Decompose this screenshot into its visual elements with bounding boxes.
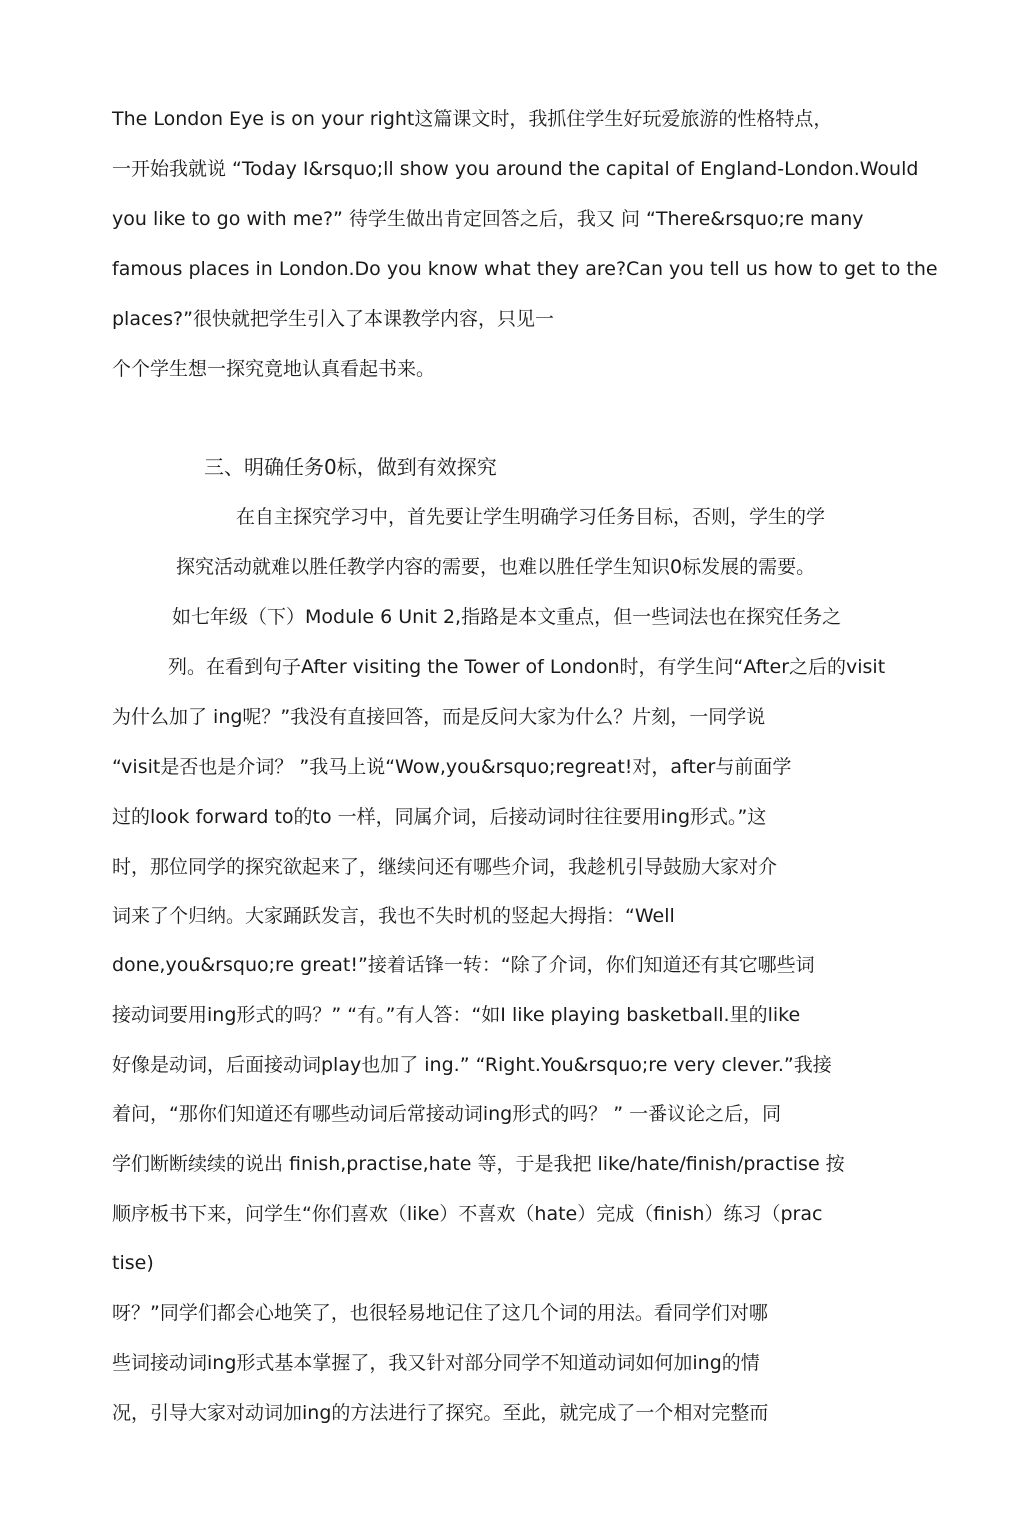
text-line-9: 探究活动就难以胜任教学内容的需要，也难以胜任学生知识0标发展的需要。 [176,556,816,578]
text-line-13: “visit是否也是介词？ ”我马上说“Wow,you&rsquo;regreat!对，after与前面学 [112,756,792,778]
text-line-2: 一开始我就说 “Today I&rsquo;ll show you around the capital of England-London.Would [112,158,919,180]
section-heading: 三、明确任务0标，做到有效探究 [204,455,497,479]
text-line-17: done,you&rsquo;re great!”接着话锋一转：“除了介词，你们知道还有其它哪些词 [112,954,815,976]
text-line-19: 好像是动词，后面接动词play也加了 ing.” “Right.You&rsquo;re very clever.”我接 [112,1054,832,1076]
text-line-12: 为什么加了 ing呢？”我没有直接回答，而是反问大家为什么？片刻，一同学说 [112,706,766,728]
text-line-11: 列。在看到句子After visiting the Tower of London时，有学生问“After之后的visit [168,656,886,678]
text-line-6: 个个学生想一探究竟地认真看起书来。 [112,358,436,380]
text-line-15: 时，那位同学的探究欲起来了，继续问还有哪些介词，我趁机引导鼓励大家对介 [112,856,778,878]
text-line-5: places?”很快就把学生引入了本课教学内容，只见一 [112,308,554,330]
text-line-22: 顺序板书下来，问学生“你们喜欢（like）不喜欢（hate）完成（finish）练习（prac [112,1203,823,1225]
text-line-18: 接动词要用ing形式的吗？” “有。”有人答：“如I like playing basketball.里的like [112,1004,801,1026]
text-line-23: tise) [112,1252,154,1274]
text-line-16: 词来了个归纳。大家踊跃发言，我也不失时机的竖起大拇指：“Well [112,905,675,927]
text-line-21: 学们断断续续的说出 finish,practise,hate 等，于是我把 like/hate/finish/practise 按 [112,1153,845,1175]
text-line-10: 如七年级（下）Module 6 Unit 2,指路是本文重点，但一些词法也在探究任务之 [172,606,842,628]
text-line-3: you like to go with me?” 待学生做出肯定回答之后，我又 问 “There&rsquo;re many [112,208,864,230]
text-line-4: famous places in London.Do you know what they are?Can you tell us how to get to the [112,258,938,280]
text-line-24: 呀？”同学们都会心地笑了，也很轻易地记住了这几个词的用法。看同学们对哪 [112,1302,768,1324]
text-line-14: 过的look forward to的to 一样，同属介词，后接动词时往往要用ing形式。”这 [112,806,767,828]
text-line-20: 着问，“那你们知道还有哪些动词后常接动词ing形式的吗？ ” 一番议论之后，同 [112,1103,782,1125]
text-line-25: 些词接动词ing形式基本掌握了，我又针对部分同学不知道动词如何加ing的情 [112,1352,760,1374]
text-line-26: 况，引导大家对动词加ing的方法进行了探究。至此，就完成了一个相对完整而 [112,1402,769,1424]
text-line-1: The London Eye is on your right这篇课文时，我抓住学生好玩爱旅游的性格特点， [112,108,833,130]
text-line-8: 在自主探究学习中，首先要让学生明确学习任务目标，否则，学生的学 [236,506,826,528]
